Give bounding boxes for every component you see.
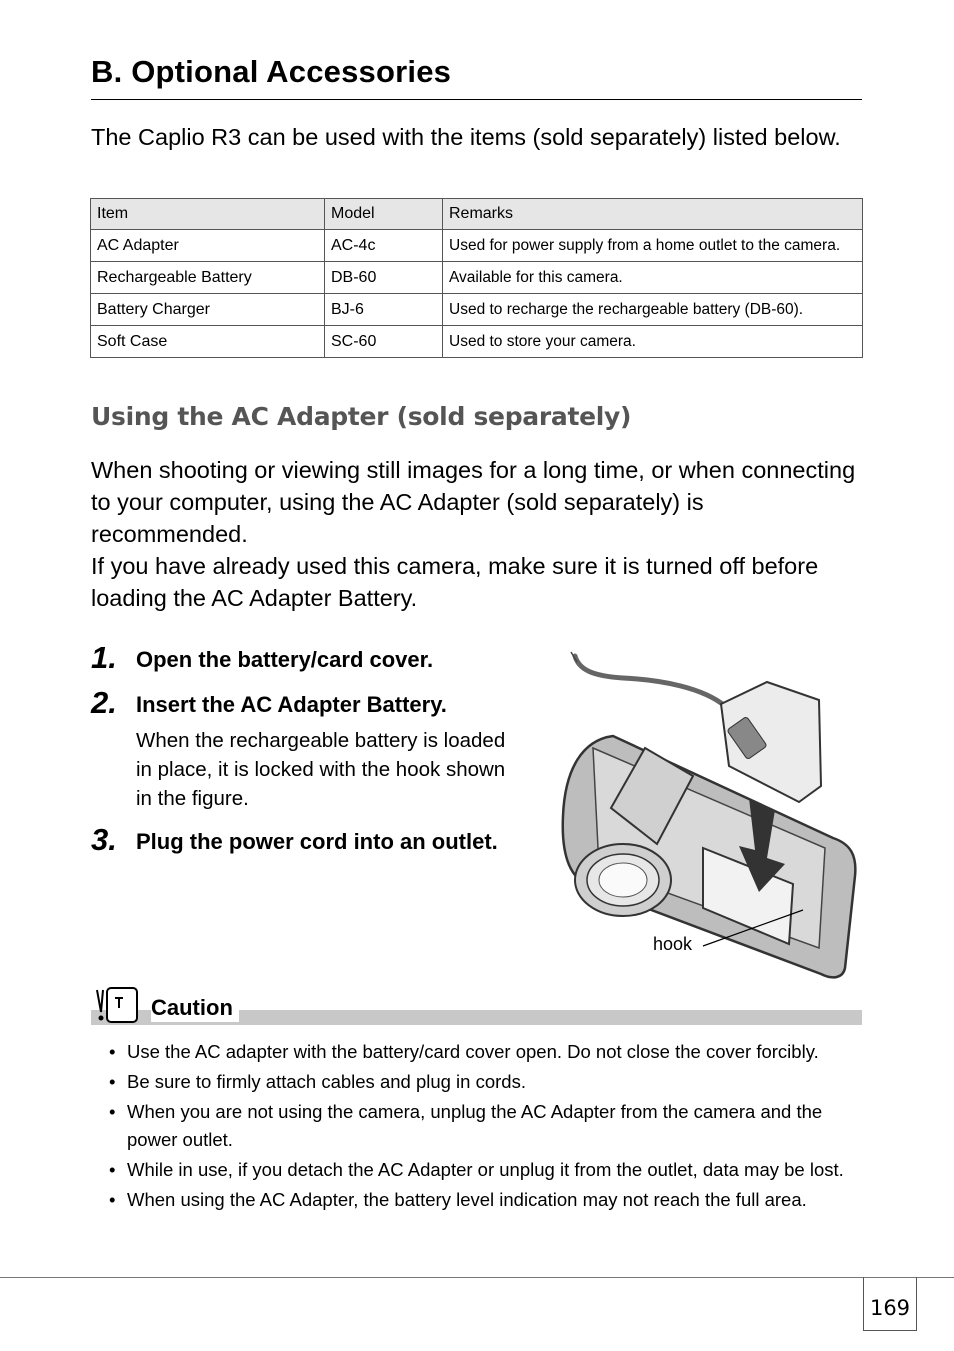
list-item: • Be sure to firmly attach cables and plug in cords. (109, 1071, 526, 1092)
list-item: • When you are not using the camera, unplug the AC Adapter from the camera and the power outlet. (109, 1101, 823, 1150)
caution-icon (93, 986, 141, 1026)
step-3-text: Plug the power cord into an outlet. (136, 829, 498, 854)
list-item: • When using the AC Adapter, the battery level indication may not reach the full area. (109, 1189, 807, 1210)
cell-remarks: Used to recharge the rechargeable battery (DB-60). (443, 294, 863, 326)
list-item: • While in use, if you detach the AC Adapter or unplug it from the outlet, data may be lost. (109, 1159, 844, 1180)
cell-item: Soft Case (91, 326, 325, 358)
intro-text: The Caplio R3 can be used with the items (sold separately) listed below. (91, 124, 841, 150)
accessories-table (90, 198, 863, 358)
cell-item: Battery Charger (91, 294, 325, 326)
step-2-number: 2. (91, 685, 117, 720)
step-2-description: When the rechargeable battery is loaded in place, it is locked with the hook shown in the figure. (136, 729, 506, 810)
table-row (91, 230, 863, 262)
cell-model: DB-60 (325, 262, 443, 294)
section-title: B. Optional Accessories (91, 54, 452, 89)
caution-list (109, 1038, 869, 1216)
page-number: 169 (869, 1296, 911, 1320)
caution-label: Caution (151, 994, 239, 1022)
cell-model: AC-4c (325, 230, 443, 262)
cell-item: AC Adapter (91, 230, 325, 262)
ac-adapter-paragraph-1: When shooting or viewing still images for a long time, or when connecting to your computer, using the AC Adapter (sold separately) is recommended. (91, 457, 856, 547)
step-1-number: 1. (91, 640, 117, 675)
ac-adapter-heading: Using the AC Adapter (sold separately) (91, 402, 632, 431)
cell-remarks: Used to store your camera. (443, 326, 863, 358)
column-header-model: Model (325, 199, 443, 230)
cell-model: BJ-6 (325, 294, 443, 326)
table-row (91, 326, 863, 358)
table-header-row (91, 199, 863, 230)
title-underline (91, 99, 862, 100)
hook-label: hook (653, 934, 693, 954)
list-item: • Use the AC adapter with the battery/card cover open. Do not close the cover forcibly. (109, 1041, 819, 1062)
step-2-text: Insert the AC Adapter Battery. (136, 692, 447, 717)
column-header-remarks: Remarks (443, 199, 863, 230)
cell-remarks: Used for power supply from a home outlet to the camera. (443, 230, 863, 262)
step-3-number: 3. (91, 822, 117, 857)
step-1-text: Open the battery/card cover. (136, 647, 434, 672)
column-header-item: Item (91, 199, 325, 230)
table-row (91, 262, 863, 294)
cell-remarks: Available for this camera. (443, 262, 863, 294)
footer-rule (0, 1277, 954, 1278)
cell-item: Rechargeable Battery (91, 262, 325, 294)
camera-ac-adapter-illustration (553, 648, 865, 983)
ac-adapter-paragraph-2: If you have already used this camera, make sure it is turned off before loading the AC Adapter Battery. (91, 553, 819, 611)
cell-model: SC-60 (325, 326, 443, 358)
table-row (91, 294, 863, 326)
